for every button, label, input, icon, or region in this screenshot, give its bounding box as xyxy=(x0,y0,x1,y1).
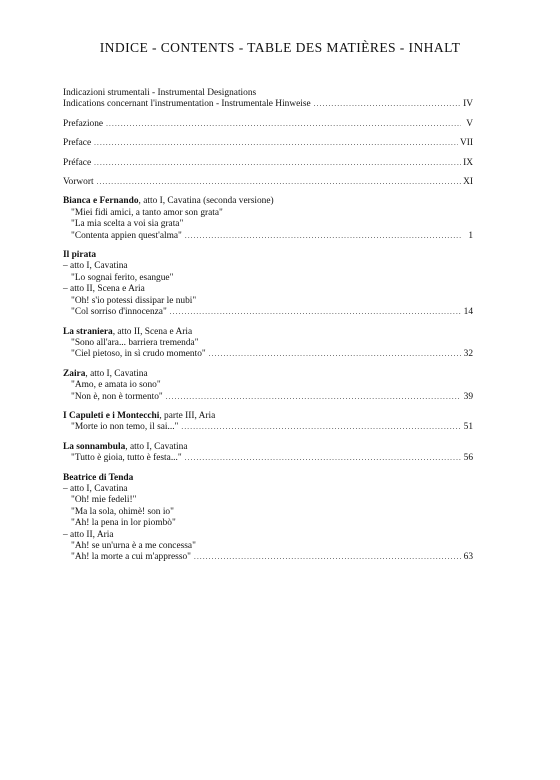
toc-page-number: 39 xyxy=(463,391,473,402)
opera-title: Beatrice di Tenda xyxy=(63,472,134,483)
opera-desc: , atto II, Scena e Aria xyxy=(112,326,193,337)
dot-leader xyxy=(94,158,461,169)
aria-line: "Morte io non temo, il sai..." xyxy=(71,422,179,433)
aria-line: "Tutto è gioia, tutto è festa..." xyxy=(71,453,182,464)
dot-leader xyxy=(170,307,461,318)
opera-desc: , atto I, Cavatina xyxy=(85,368,148,379)
dot-leader xyxy=(97,177,461,188)
act-line: – atto II, Scena e Aria xyxy=(63,284,145,295)
table-of-contents xyxy=(63,88,473,564)
toc-entry-label: Préface xyxy=(63,157,92,168)
aria-line: "Ah! la morte a cui m'appresso" xyxy=(71,552,191,563)
toc-entry-beatrice xyxy=(63,473,473,564)
toc-entry-label: Preface xyxy=(63,138,92,149)
toc-entry-sonnambula xyxy=(63,442,473,465)
toc-page-number: VII xyxy=(459,138,473,149)
aria-line: "Lo sognai ferito, esangue" xyxy=(71,272,174,283)
aria-line: "Col sorriso d'innocenza" xyxy=(71,307,167,318)
dot-leader xyxy=(194,552,461,563)
toc-entry-label: Prefazione xyxy=(63,118,104,129)
dot-leader xyxy=(185,453,461,464)
toc-page-number: 51 xyxy=(463,422,473,433)
opera-desc: , parte III, Aria xyxy=(159,410,216,421)
toc-entry-zaira xyxy=(63,369,473,403)
aria-line: "Contenta appien quest'alma" xyxy=(71,230,182,241)
opera-title: La sonnambula xyxy=(63,441,126,452)
toc-page-number: 32 xyxy=(463,349,473,360)
aria-line: "Oh! mie fedeli!" xyxy=(71,495,137,506)
toc-page-number: 1 xyxy=(468,230,473,241)
dot-leader xyxy=(185,231,461,242)
toc-entry-preface xyxy=(63,138,473,149)
aria-line: "Amo, e amata io sono" xyxy=(71,380,161,391)
dot-leader xyxy=(314,99,461,110)
opera-title: Zaira xyxy=(63,368,86,379)
opera-title: La straniera xyxy=(63,326,113,337)
act-line: – atto I, Cavatina xyxy=(63,261,128,272)
opera-title: Bianca e Fernando xyxy=(63,196,139,207)
toc-entry-preface-fr xyxy=(63,158,473,169)
toc-page-number: 63 xyxy=(463,552,473,563)
dot-leader xyxy=(181,422,461,433)
opera-desc: , atto I, Cavatina xyxy=(125,441,188,452)
act-line: – atto I, Cavatina xyxy=(63,483,128,494)
opera-desc: , atto I, Cavatina (seconda versione) xyxy=(138,196,274,207)
aria-line: "Ah! la pena in lor piombò" xyxy=(71,518,176,529)
act-line: – atto II, Aria xyxy=(63,529,114,540)
toc-page-number: 14 xyxy=(463,307,473,318)
toc-entry-label: Indicazioni strumentali - Instrumental Designations xyxy=(63,88,257,98)
aria-line: "Ciel pietoso, in sì crudo momento" xyxy=(71,349,206,360)
aria-line: "Oh! s'io potessi dissipar le nubi" xyxy=(71,295,197,306)
dot-leader xyxy=(166,392,461,403)
toc-page-number: IV xyxy=(463,99,473,110)
toc-entry-pirata xyxy=(63,250,473,318)
aria-line: "Ma la sola, ohimè! son io" xyxy=(71,506,174,517)
toc-page-number: V xyxy=(466,118,473,129)
toc-entry-bianca xyxy=(63,196,473,242)
aria-line: "Miei fidi amici, a tanto amor son grata" xyxy=(71,207,223,218)
aria-line: "Ah! se un'urna è a me concessa" xyxy=(71,541,196,551)
toc-entry-label: Indications concernant l'instrumentation - Instrumentale Hinweise xyxy=(63,99,311,110)
toc-entry-label: Vorwort xyxy=(63,177,94,188)
toc-entry-prefazione xyxy=(63,119,473,130)
aria-line: "La mia scelta a voi sia grata" xyxy=(71,219,184,230)
toc-entry-straniera xyxy=(63,327,473,361)
toc-page-number: 56 xyxy=(463,453,473,464)
aria-line: "Sono all'ara... barriera tremenda" xyxy=(71,337,199,348)
dot-leader xyxy=(209,349,461,360)
toc-entry-designations xyxy=(63,88,473,111)
opera-title: Il pirata xyxy=(63,250,97,261)
toc-page-number: IX xyxy=(463,157,473,168)
toc-entry-vorwort xyxy=(63,177,473,188)
dot-leader xyxy=(106,119,461,130)
dot-leader xyxy=(94,138,458,149)
page-title: INDICE - CONTENTS - TABLE DES MATIÈRES - INHALT xyxy=(99,40,461,55)
aria-line: "Non è, non è tormento" xyxy=(71,391,163,402)
toc-entry-capuleti xyxy=(63,411,473,434)
opera-title: I Capuleti e i Montecchi xyxy=(63,410,160,421)
toc-page-number: XI xyxy=(463,177,473,188)
